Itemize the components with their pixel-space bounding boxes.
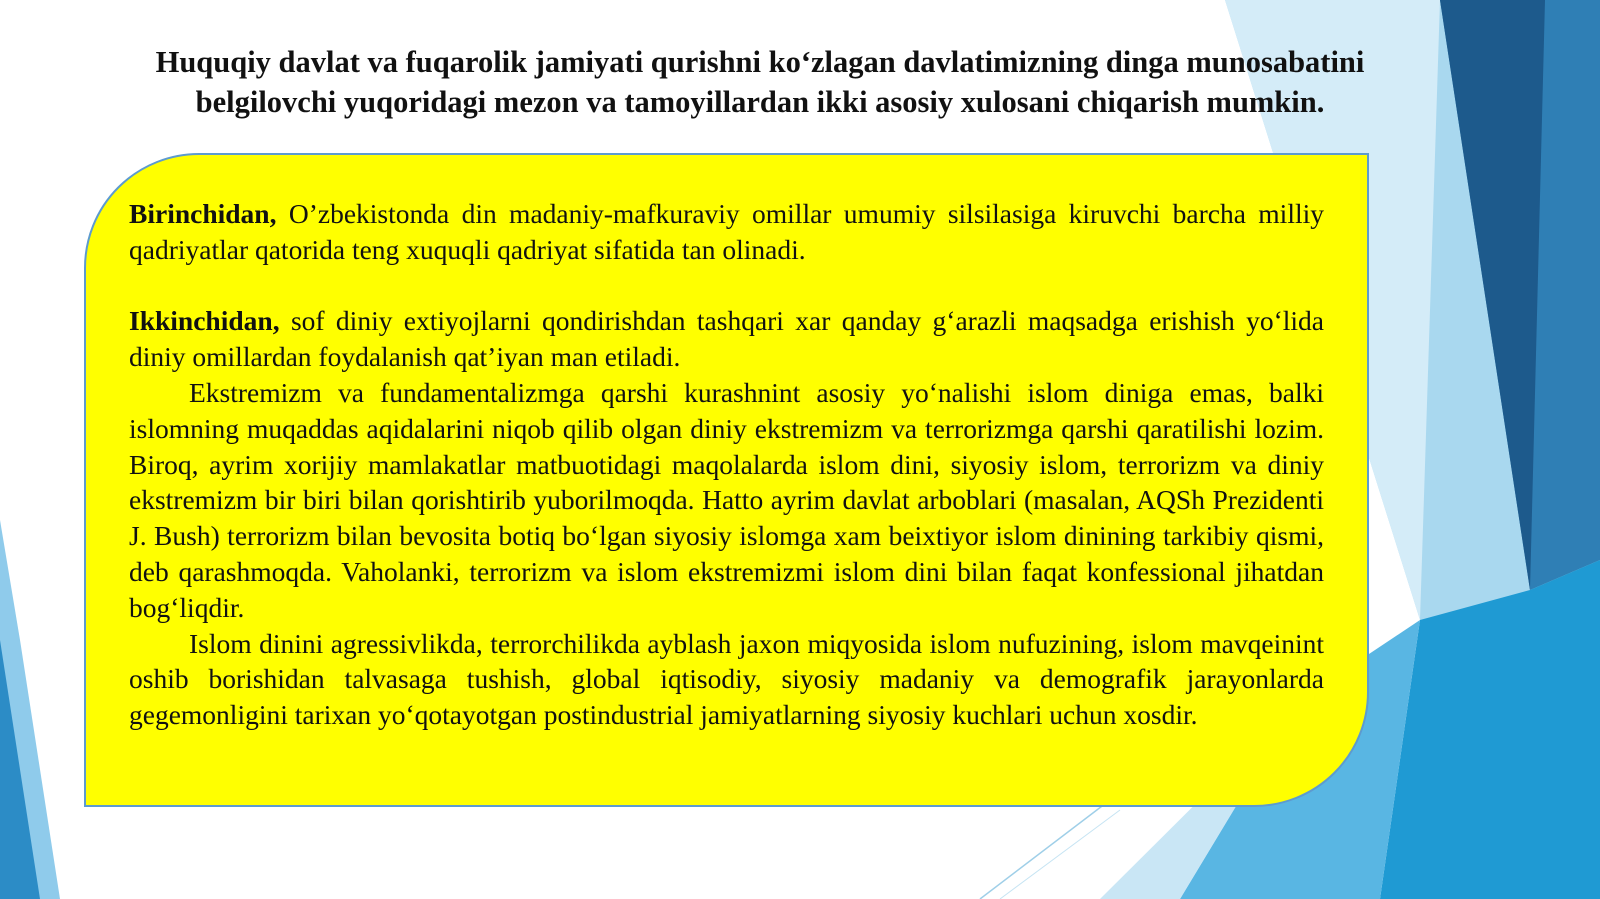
first-point-lead: Birinchidan, — [129, 198, 277, 229]
paragraph-first-point — [129, 196, 1324, 268]
bg-thin-line-2 — [1000, 810, 1120, 899]
second-point-lead: Ikkinchidan, — [129, 305, 280, 337]
bg-shard-cyan-right — [1380, 560, 1600, 899]
content-box — [84, 153, 1369, 807]
paragraph-second-point — [129, 303, 1324, 375]
slide-title-line-2: belgilovchi yuqoridagi mezon va tamoyillardan ikki asosiy xulosani chiqarish mumkin. — [195, 85, 1325, 119]
bg-thin-line — [980, 800, 1110, 899]
content-text — [129, 196, 1324, 733]
paragraph-extremism: Ekstremizm va fundamentalizmga qarshi kurashnint asosiy yo‘nalishi islom diniga emas, balki islomning muqaddas aqidalarini niqob qilib olgan diniy ekstremizm va terrorizmga qarshi qaratilishi lozim. Biroq, ayrim xorijiy mamlakatlar matbuotidagi maqolalarda islom dini, siyosiy islom, terrorizm va diniy ekstremizm bir biri bilan qorishtirib yuborilmoqda. Hatto ayrim davlat arboblari (masalan, AQSh Prezidenti J. Bush) terrorizm bilan bevosita botiq bo‘lgan siyosiy islomga xam beixtiyor islom dinining tarkibiy qismi, deb qarashmoqda. Vaholanki, terrorizm va islom ekstremizmi islom dini bilan faqat konfessional jihatdan bog‘liqdir. — [129, 376, 1324, 623]
slide-title-line-1: Huquqiy davlat va fuqarolik jamiyati qurishni ko‘zlagan davlatimizning dinga munosabatini — [155, 45, 1365, 79]
paragraph-islam-accusation: Islom dinini agressivlikda, terrorchilikda ayblash jaxon miqyosida islom nufuzining, islom mavqeinint oshib borishidan talvasaga tushish, global iqtisodiy, siyosiy madaniy va demografik jarayonlarda gegemonligini tarixan yo‘qotayotgan postindustrial jamiyatlarning siyosiy kuchlari uchun xosdir. — [129, 627, 1324, 731]
slide-title — [60, 42, 1460, 122]
first-point-text: O’zbekistonda din madaniy-mafkuraviy omillar umumiy silsilasiga kiruvchi barcha milliy qadriyatlar qatorida teng xuquqli qadriyat sifatida tan olinadi. — [129, 198, 1324, 265]
second-point-text: sof diniy extiyojlarni qondirishdan tashqari xar qanday g‘arazli maqsadga erishish yo‘lida diniy omillardan foydalanish qat’iyan man etiladi. — [129, 305, 1324, 373]
